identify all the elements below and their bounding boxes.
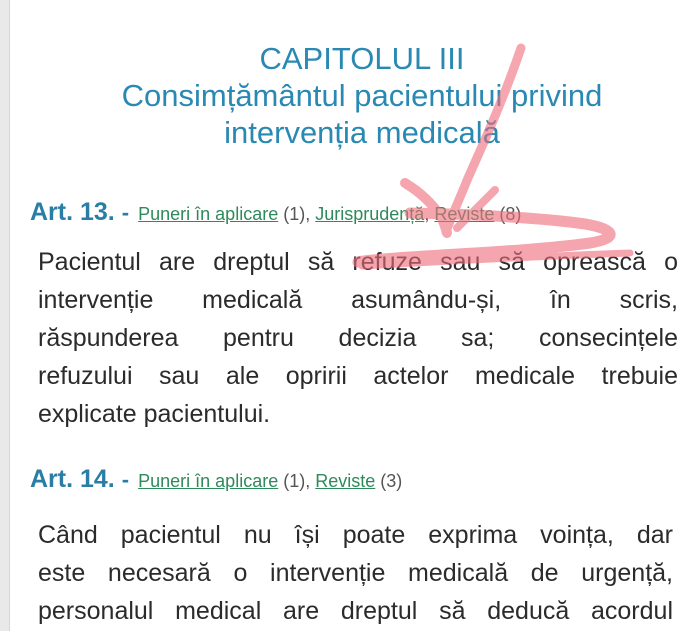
- article-13-link-reviste[interactable]: Reviste: [434, 204, 495, 224]
- article-14-dash: -: [121, 467, 130, 492]
- chapter-title-line-2: intervenția medicală: [224, 115, 500, 150]
- article-13-link-jurisprudenta[interactable]: Jurisprudență: [315, 204, 425, 224]
- article-13-count-puneri: (1): [283, 204, 306, 224]
- article-13-line-1: Pacientul are dreptul să refuze sau să oprească o: [38, 248, 678, 276]
- page-left-edge: [0, 0, 10, 631]
- article-13-body: [38, 243, 678, 433]
- article-14-header: [30, 465, 402, 494]
- article-14-link-puneri[interactable]: Puneri în aplicare: [138, 471, 279, 491]
- article-13-count-reviste: (8): [499, 204, 522, 224]
- chapter-heading: [12, 40, 700, 151]
- article-14-link-reviste[interactable]: Reviste: [315, 471, 376, 491]
- article-13-line-2: intervenție medicală asumându-și, în scris,: [38, 286, 678, 314]
- article-13-header: [30, 198, 521, 227]
- link-separator: ,: [305, 204, 316, 224]
- article-13-link-puneri[interactable]: Puneri în aplicare: [138, 204, 279, 224]
- chapter-title-line-1: Consimțământul pacientului privind: [121, 78, 603, 113]
- chapter-number: CAPITOLUL III: [259, 41, 465, 76]
- article-14-count-reviste: (3): [380, 471, 403, 491]
- article-14-line-2: este necesară o intervenție medicală de urgență,: [38, 559, 673, 587]
- link-separator: ,: [424, 204, 435, 224]
- article-13-dash: -: [121, 200, 130, 225]
- article-13-title: Art. 13.: [30, 198, 115, 226]
- article-14-line-3: personalul medical are dreptul să deducă acordul: [38, 597, 673, 625]
- article-14-line-1: Când pacientul nu își poate exprima voința, dar: [38, 521, 673, 549]
- article-14-count-puneri: (1): [283, 471, 306, 491]
- link-separator: ,: [305, 471, 316, 491]
- article-13-line-4: refuzului sau ale opririi actelor medicale trebuie: [38, 362, 678, 390]
- article-14-body: [38, 516, 673, 630]
- article-13-line-5: explicate pacientului.: [38, 400, 271, 428]
- article-14-title: Art. 14.: [30, 465, 115, 493]
- article-13-line-3: răspunderea pentru decizia sa; consecințele: [38, 324, 678, 352]
